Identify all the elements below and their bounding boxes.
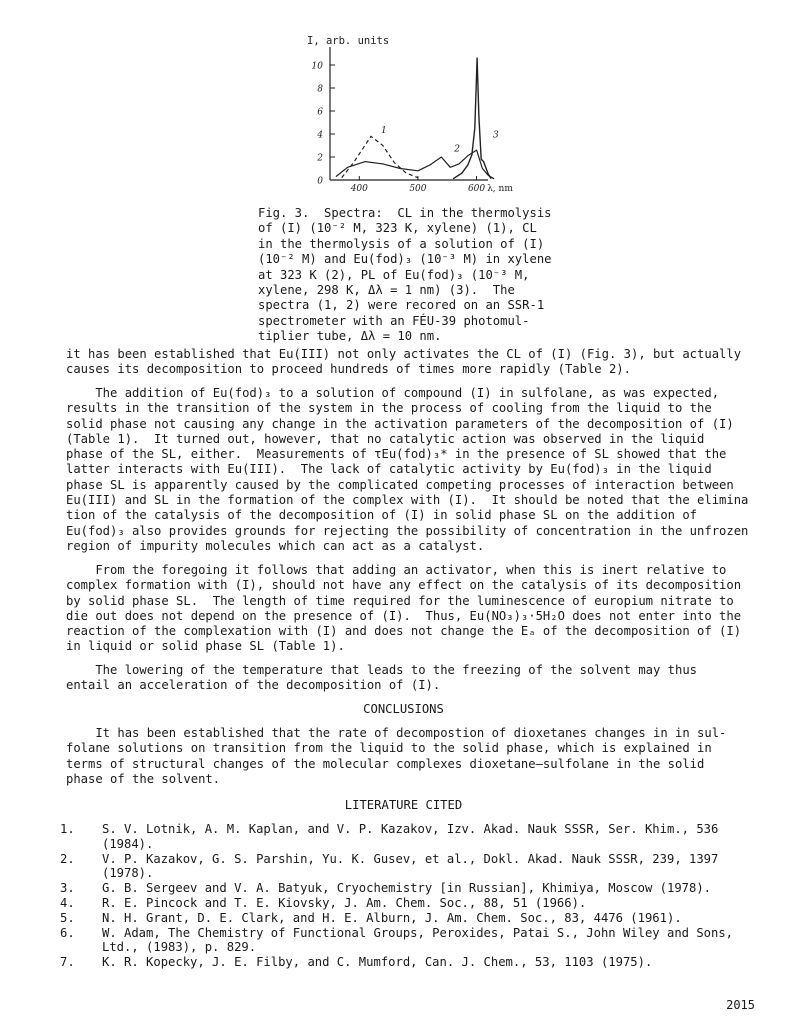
conclusions-line: It has been established that the rate of decompostion of dioxetanes changes in in sul- (66, 726, 727, 740)
reference-number: 6. (60, 925, 75, 940)
reference-item (60, 896, 760, 911)
reference-line: (1984). (102, 836, 154, 851)
x-tick-label: 400 (350, 184, 368, 194)
y-tick-label: 0 (317, 176, 323, 187)
reference-line: Ltd., (1983), p. 829. (102, 940, 257, 955)
paragraph-2-line: latter interacts with Eu(III). The lack of catalytic activity by Eu(fod)₃ in the liquid (66, 462, 712, 477)
reference-line: G. B. Sergeev and V. A. Batyuk, Cryochemistry [in Russian], Khimiya, Moscow (1978). (102, 881, 712, 896)
spectra-chart (295, 30, 515, 200)
reference-item (60, 911, 760, 926)
paragraph-3-line: complex formation with (I), should not have any effect on the catalysis of its decomposition (66, 578, 742, 593)
paragraph-1 (66, 347, 756, 378)
reference-text (102, 881, 711, 896)
y-tick-label: 8 (317, 84, 323, 95)
y-tick-label: 10 (311, 61, 323, 72)
y-tick-label: 2 (317, 153, 323, 164)
reference-text (102, 852, 718, 882)
figure-3 (295, 30, 515, 200)
caption-line: xylene, 298 K, Δλ = 1 nm) (3). The (258, 283, 515, 298)
reference-line: (1978). (102, 866, 154, 881)
reference-number: 7. (60, 955, 75, 970)
paragraph-2 (66, 386, 756, 554)
paragraph-2-line: The addition of Eu(fod)₃ to a solution of compound (I) in sulfolane, as was expected, (66, 386, 720, 400)
curve-label-3: 3 (492, 130, 499, 141)
series-1-line (342, 136, 418, 177)
paragraph-2-line: solid phase not causing any change in the activation parameters of the decomposition of (I) (66, 416, 734, 431)
reference-text (102, 911, 682, 926)
reference-number: 2. (60, 851, 75, 866)
curve-label-1: 1 (381, 125, 387, 136)
page-number: 2015 (726, 998, 755, 1012)
paragraph-3-line: die out does not depend on the presence of (I). Thus, Eu(NO₃)₃·5H₂O does not enter into the (66, 608, 742, 623)
reference-number: 3. (60, 881, 75, 896)
conclusions-line: folane solutions on transition from the liquid to the solid phase, which is explained in (66, 741, 712, 756)
conclusions-line: phase of the solvent. (66, 771, 221, 786)
conclusions-line: terms of structural changes of the molecular complexes dioxetane—sulfolane in the solid (66, 756, 705, 771)
reference-text (102, 926, 733, 956)
reference-line: V. P. Kazakov, G. S. Parshin, Yu. K. Gusev, et al., Dokl. Akad. Nauk SSSR, 239, 1397 (102, 851, 719, 866)
reference-line: K. R. Kopecky, J. E. Filby, and C. Mumford, Can. J. Chem., 53, 1103 (1975). (102, 955, 653, 970)
reference-item (60, 852, 760, 882)
paragraph-3-line: by solid phase SL. The length of time required for the luminescence of europium nitrate to (66, 593, 734, 608)
paragraph-2-line: phase of the SL, either. Measurements of τEu(fod)₃* in the presence of SL showed that the (66, 447, 727, 462)
caption-line: at 323 K (2), PL of Eu(fod)₃ (10⁻³ M, (258, 267, 530, 282)
literature-heading: LITERATURE CITED (344, 798, 463, 812)
series-3-line (453, 58, 491, 179)
reference-line: N. H. Grant, D. E. Clark, and H. E. Alburn, J. Am. Chem. Soc., 83, 4476 (1961). (102, 910, 682, 925)
x-tick-label: 500 (409, 184, 427, 194)
reference-line: W. Adam, The Chemistry of Functional Groups, Peroxides, Patai S., John Wiley and Sons, (102, 925, 734, 940)
curve-label-2: 2 (454, 144, 461, 155)
reference-text (102, 822, 718, 852)
paragraph-2-line: (Table 1). It turned out, however, that no catalytic action was observed in the liquid (66, 431, 705, 446)
x-tick-label: 600 (467, 184, 486, 194)
paragraph-2-line: results in the transition of the system in the process of cooling from the liquid to the (66, 401, 712, 416)
conclusions-heading: CONCLUSIONS (363, 702, 444, 716)
paragraph-2-line: Eu(III) and SL in the formation of the complex with (I). It should be noted that the elimina (66, 493, 749, 508)
y-tick-label: 4 (317, 130, 323, 141)
paragraph-1-line: it has been established that Eu(III) not only activates the CL of (I) (Fig. 3), but actually (66, 347, 742, 361)
paragraph-2-line: Eu(fod)₃ also provides grounds for rejecting the possibility of concentration in the unfrozen (66, 523, 749, 538)
caption-line: Fig. 3. Spectra: CL in the thermolysis (258, 206, 552, 220)
paragraph-4 (66, 663, 756, 694)
conclusions-text (66, 726, 756, 787)
paragraph-3-line: From the foregoing it follows that adding an activator, when this is inert relative to (66, 563, 727, 577)
paragraph-1-line: causes its decomposition to proceed hundreds of times more rapidly (Table 2). (66, 362, 631, 377)
paragraph-3-line: reaction of the complexation with (I) and does not change the Eₐ of the decomposition of (I) (66, 624, 742, 639)
reference-number: 4. (60, 895, 75, 910)
caption-line: (10⁻² M) and Eu(fod)₃ (10⁻³ M) in xylene (258, 252, 552, 267)
paragraph-3 (66, 563, 756, 655)
paragraph-2-line: tion of the catalysis of the decomposition of (I) in solid phase SL on the addition of (66, 508, 698, 523)
paragraph-3-line: in liquid or solid phase SL (Table 1). (66, 639, 345, 654)
reference-list (60, 822, 760, 970)
figure-caption (258, 206, 558, 345)
reference-number: 1. (60, 822, 75, 836)
paragraph-4-line: entail an acceleration of the decomposition of (I). (66, 678, 441, 693)
paragraph-4-line: The lowering of the temperature that leads to the freezing of the solvent may thus (66, 663, 698, 677)
reference-item (60, 881, 760, 896)
reference-item (60, 955, 760, 970)
caption-line: of (I) (10⁻² M, 323 K, xylene) (1), CL (258, 221, 537, 236)
reference-line: S. V. Lotnik, A. M. Kaplan, and V. P. Kazakov, Izv. Akad. Nauk SSSR, Ser. Khim., 536 (102, 822, 719, 836)
x-axis-label: λ, nm (487, 184, 513, 194)
reference-item (60, 926, 760, 956)
reference-text (102, 955, 652, 970)
y-tick-label: 6 (317, 107, 323, 118)
paragraph-2-line: phase SL is apparently caused by the complicated competing processes of interaction between (66, 477, 734, 492)
reference-item (60, 822, 760, 852)
paragraph-2-line: region of impurity molecules which can act as a catalyst. (66, 538, 485, 553)
reference-line: R. E. Pincock and T. E. Kiovsky, J. Am. Chem. Soc., 88, 51 (1966). (102, 895, 587, 910)
reference-number: 5. (60, 910, 75, 925)
y-axis-label: I, arb. units (307, 35, 390, 47)
caption-line: spectra (1, 2) were recored on an SSR-1 (258, 298, 545, 313)
caption-line: tiplier tube, Δλ = 10 nm. (258, 329, 442, 344)
caption-line: spectrometer with an FÉU-39 photomul- (258, 313, 530, 328)
caption-line: in the thermolysis of a solution of (I) (258, 236, 545, 251)
reference-text (102, 896, 586, 911)
